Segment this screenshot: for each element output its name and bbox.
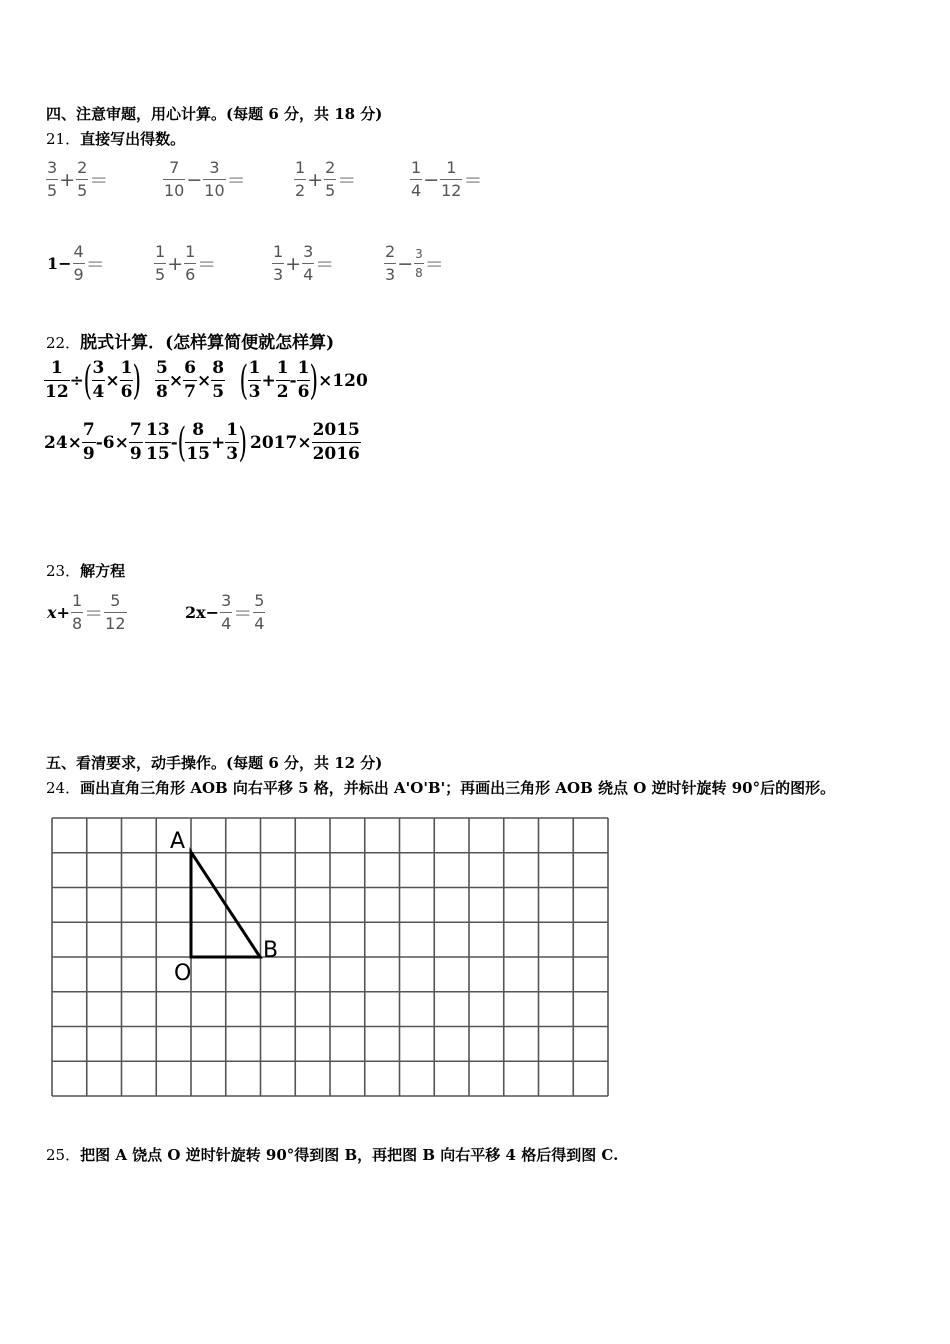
q24-text: 画出直角三角形 AOB 向右平移 5 格，并标出 A'O'B'；再画出三角形 AOB 绕点 O 逆时针旋转 90°后的图形。 xyxy=(80,779,836,797)
section4-title: 四、注意审题，用心计算。(每题 6 分，共 18 分) xyxy=(46,105,383,123)
q21-item-5: 1− $\frac{4}{9}$ ＝ xyxy=(47,242,105,284)
q21-item-3: $\frac{1}{2}$ + $\frac{2}{5}$ ＝ xyxy=(295,158,357,200)
q22-expr-1: $\frac{1}{12}$ ÷ ( $\frac{3}{4}$ × $\frac{1}{6}$ ) xyxy=(45,357,142,404)
section5-title: 五、看清要求，动手操作。(每题 6 分，共 12 分) xyxy=(46,754,383,772)
q25-text: 把图 A 饶点 O 逆时针旋转 90°得到图 B，再把图 B 向右平移 4 格后得到图 C. xyxy=(80,1146,619,1164)
q23-equation-1: x+ $\frac{1}{8}$ ＝ $\frac{5}{12}$ xyxy=(47,591,126,633)
q23-equation-2: 2x− $\frac{3}{4}$ ＝ $\frac{5}{4}$ xyxy=(185,591,265,633)
q21-item-4: $\frac{1}{4}$ − $\frac{1}{12}$ ＝ xyxy=(411,158,483,200)
q25-heading xyxy=(46,1144,618,1165)
q21-item-8: $\frac{2}{3}$ − $\frac{3}{8}$ ＝ xyxy=(385,242,444,284)
q22-expr-5: $\frac{13}{15}$ - ( $\frac{8}{15}$ + $\frac{1}{3}$ ) xyxy=(146,419,248,466)
q21-item-6: $\frac{1}{5}$ + $\frac{1}{6}$ ＝ xyxy=(155,242,217,284)
q22-expr-6: 2017× $\frac{2015}{2016}$ xyxy=(250,420,360,464)
q22-number: 22． xyxy=(46,334,81,352)
q22-heading xyxy=(46,328,334,353)
q21-item-2: $\frac{7}{10}$ − $\frac{3}{10}$ ＝ xyxy=(164,158,246,200)
q21-item-7: $\frac{1}{3}$ + $\frac{3}{4}$ ＝ xyxy=(273,242,335,284)
q22-text: 脱式计算．(怎样算简便就怎样算) xyxy=(80,333,335,353)
q22-expr-4: 24× $\frac{7}{9}$ -6× $\frac{7}{9}$ xyxy=(44,420,142,464)
q23-number: 23． xyxy=(46,562,81,580)
q24-number: 24． xyxy=(46,779,81,797)
q21-text: 直接写出得数。 xyxy=(80,130,186,148)
q24-heading xyxy=(46,777,835,798)
label-b: B xyxy=(263,938,279,963)
q23-heading xyxy=(46,560,125,581)
q24-grid xyxy=(50,816,612,1100)
q22-expr-2: $\frac{5}{8}$ × $\frac{6}{7}$ × $\frac{8}{5}$ xyxy=(156,358,225,402)
q21-item-1: $\frac{3}{5}$ + $\frac{2}{5}$ ＝ xyxy=(47,158,109,200)
label-o: O xyxy=(174,961,192,986)
q23-text: 解方程 xyxy=(80,562,126,580)
label-a: A xyxy=(170,829,186,854)
q25-number: 25． xyxy=(46,1146,81,1164)
q21-number: 21． xyxy=(46,130,81,148)
q21-heading xyxy=(46,128,185,149)
q22-expr-3: ( $\frac{1}{3}$ + $\frac{1}{2}$ - $\frac{1}{6}$ ) ×120 xyxy=(239,357,368,404)
